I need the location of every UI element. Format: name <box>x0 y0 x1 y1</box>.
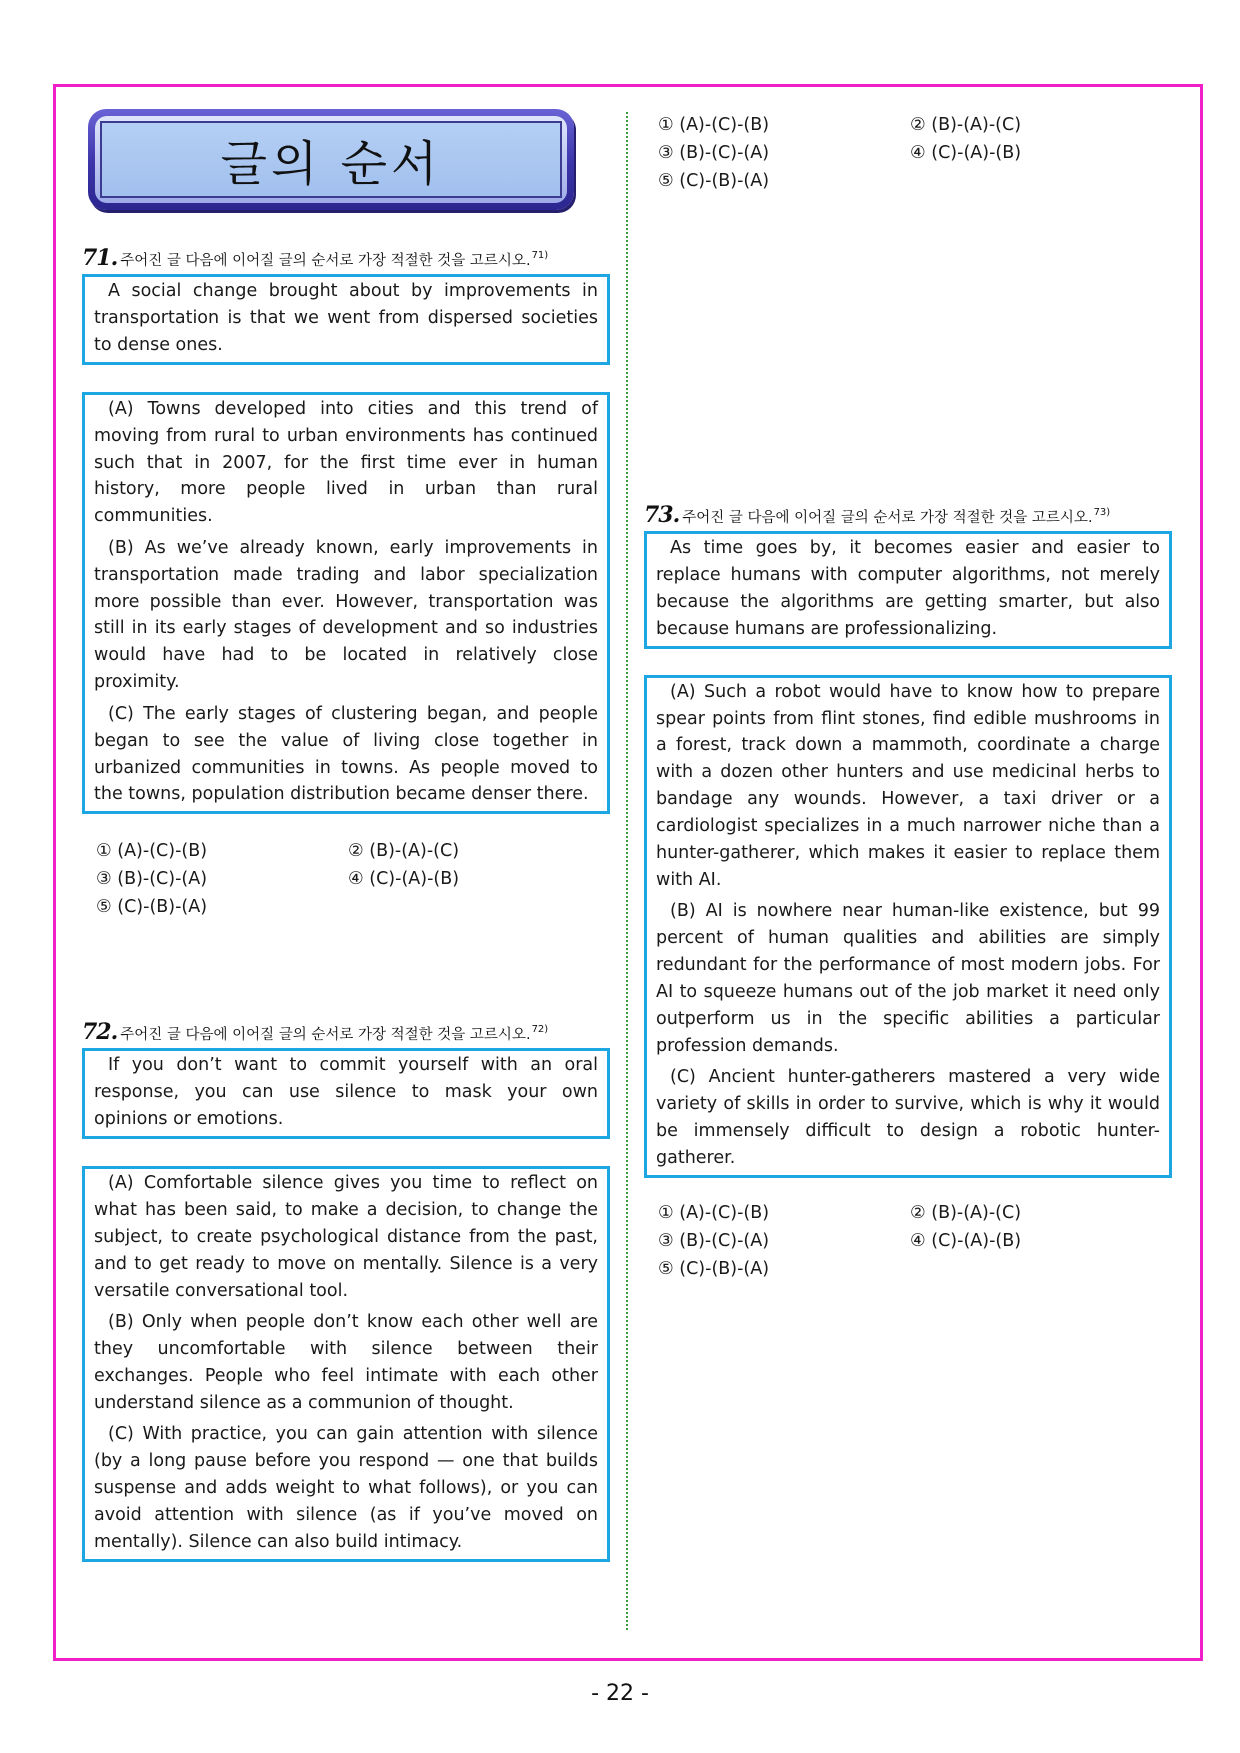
question-71-given-box <box>82 274 610 365</box>
option-4: ④ (C)-(A)-(B) <box>910 143 1022 163</box>
footnote-ref: 71) <box>531 250 549 261</box>
given-text: As time goes by, it becomes easier and easier to replace humans with computer algorithms, not merely because the algorithms are getting smarter, but also because humans are professionalizing. <box>656 538 1160 639</box>
question-72-options <box>644 111 1172 195</box>
section-title-frame <box>95 116 567 203</box>
passage-c: (C) With practice, you can gain attention with silence (by a long pause before you respond — one that builds suspense and adds weight to what follows), or you can avoid attention with silence (as if you’ve moved on mentally). Silence can also build intimacy. <box>94 1424 598 1552</box>
given-text: If you don’t want to commit yourself with an oral response, you can use silence to mask your own opinions or emotions. <box>94 1055 598 1130</box>
question-73-heading <box>644 502 1172 528</box>
passage-a: (A) Towns developed into cities and this trend of moving from rural to urban environments has continued such that in 2007, for the first time ever in human history, more people lived in urban than rural communities. <box>94 398 598 527</box>
page-number: - 22 - <box>591 1681 649 1706</box>
right-column <box>644 111 1172 1283</box>
question-number: 71. <box>82 245 118 271</box>
left-column <box>82 109 610 1562</box>
option-1: ① (A)-(C)-(B) <box>658 1202 770 1223</box>
footnote-ref: 73) <box>1093 507 1111 518</box>
question-71-options <box>82 837 610 921</box>
question-instruction: 주어진 글 다음에 이어질 글의 순서로 가장 적절한 것을 고르시오. <box>120 1027 531 1044</box>
passage-a: (A) Such a robot would have to know how to prepare spear points from flint stones, find edible mushrooms in a forest, track down a mammoth, coordinate a charge with a dozen other hunters and use medicinal herbs to bandage any wounds. However, a taxi driver or a cardiologist specializes in a much narrower niche than a hunter-gatherer, which makes it easier to replace them with AI. <box>656 681 1160 890</box>
option-5: ⑤ (C)-(B)-(A) <box>96 897 208 918</box>
question-72-passages-box <box>82 1166 610 1562</box>
question-72-heading <box>82 1019 610 1046</box>
question-71-passages-box <box>82 392 610 815</box>
question-71-heading <box>82 245 610 271</box>
footnote-ref: 72) <box>531 1024 549 1036</box>
column-divider <box>626 112 628 1630</box>
section-title-banner <box>88 109 574 210</box>
question-73-passages-box <box>644 675 1172 1178</box>
passage-b: (B) Only when people don’t know each other well are they uncomfortable with silence between their exchanges. People who feel intimate with each other understand silence as a communion of thought. <box>94 1312 598 1413</box>
question-73-given-box <box>644 531 1172 649</box>
option-3: ③ (B)-(C)-(A) <box>658 143 770 163</box>
question-number: 72. <box>82 1019 118 1046</box>
passage-a: (A) Comfortable silence gives you time to reflect on what has been said, to make a decision, to change the subject, to create psychological distance from the past, and to get ready to move on mentally. Silence is a very versatile conversational tool. <box>94 1173 598 1301</box>
option-2: ② (B)-(A)-(C) <box>348 841 460 862</box>
option-2: ② (B)-(A)-(C) <box>910 115 1022 135</box>
option-4: ④ (C)-(A)-(B) <box>348 869 460 890</box>
question-73-options <box>644 1199 1172 1283</box>
passage-b: (B) As we’ve already known, early improvements in transportation made trading and labor specialization more possible than ever. However, transportation was still in its early stages of development and so industries would have had to be located in relatively close proximity. <box>94 537 598 693</box>
option-2: ② (B)-(A)-(C) <box>910 1202 1022 1223</box>
option-3: ③ (B)-(C)-(A) <box>658 1230 770 1251</box>
option-5: ⑤ (C)-(B)-(A) <box>658 1258 770 1279</box>
passage-b: (B) AI is nowhere near human-like existence, but 99 percent of human qualities and abilities are simply redundant for the performance of most modern jobs. For AI to squeeze humans out of the job market it need only outperform us in the specific abilities a particular profession demands. <box>656 901 1160 1056</box>
option-1: ① (A)-(C)-(B) <box>96 841 208 862</box>
section-title: 글의 순서 <box>100 121 562 198</box>
option-1: ① (A)-(C)-(B) <box>658 115 770 135</box>
given-text: A social change brought about by improvements in transportation is that we went from dispersed societies to dense ones. <box>94 281 598 355</box>
passage-c: (C) Ancient hunter-gatherers mastered a very wide variety of skills in order to survive, which is why it would be immensely difficult to design a robotic hunter-gatherer. <box>656 1067 1160 1169</box>
question-number: 73. <box>644 502 680 528</box>
option-3: ③ (B)-(C)-(A) <box>96 869 208 890</box>
passage-c: (C) The early stages of clustering began, and people began to see the value of living close together in urbanized communities in towns. As people moved to the towns, population distribution became denser there. <box>94 703 598 805</box>
question-72-given-box <box>82 1048 610 1139</box>
option-4: ④ (C)-(A)-(B) <box>910 1230 1022 1251</box>
question-instruction: 주어진 글 다음에 이어질 글의 순서로 가장 적절한 것을 고르시오. <box>120 253 531 269</box>
option-5: ⑤ (C)-(B)-(A) <box>658 171 770 191</box>
question-instruction: 주어진 글 다음에 이어질 글의 순서로 가장 적절한 것을 고르시오. <box>682 510 1093 526</box>
